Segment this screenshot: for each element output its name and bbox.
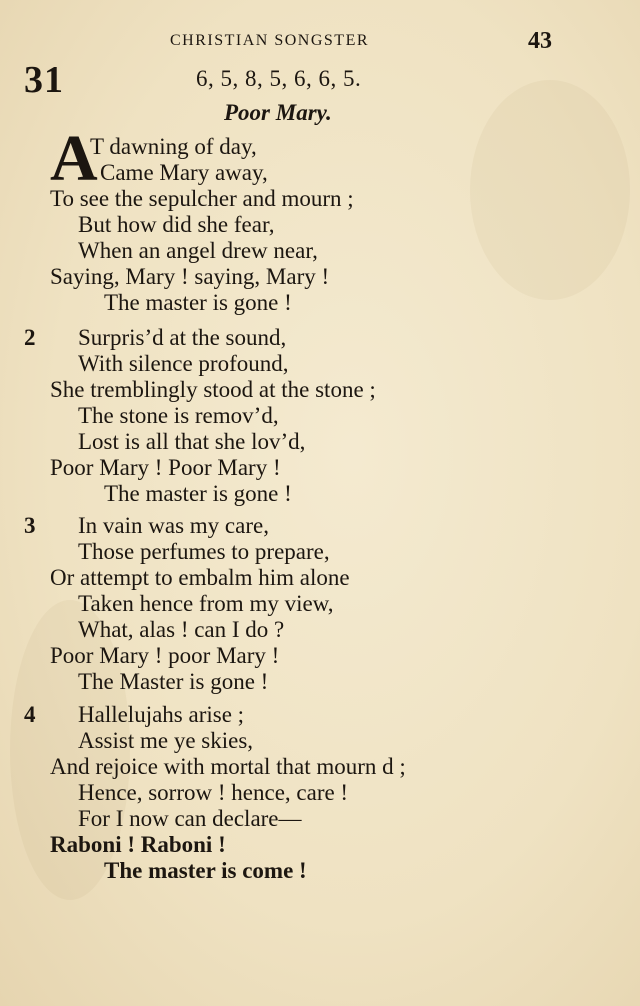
verse-line: The Master is gone ! (78, 669, 269, 694)
verse-line: The master is come ! (104, 858, 307, 883)
running-title: CHRISTIAN SONGSTER (170, 32, 370, 49)
verse-line: Came Mary away, (100, 160, 268, 185)
verse-line: Or attempt to embalm him alone (50, 565, 350, 590)
hymn-meter: 6, 5, 8, 5, 6, 6, 5. (196, 66, 362, 91)
verse-line: Poor Mary ! poor Mary ! (50, 643, 280, 668)
verse-line: Hence, sorrow ! hence, care ! (78, 780, 349, 805)
verse-line: To see the sepulcher and mourn ; (50, 186, 354, 211)
verse-line: The master is gone ! (104, 290, 292, 315)
tune-name: Poor Mary. (224, 100, 332, 125)
verse-line: Surpris’d at the sound, (78, 325, 287, 350)
hymn-number: 31 (24, 59, 64, 101)
verse-line: In vain was my care, (78, 513, 269, 538)
verse-line: Poor Mary ! Poor Mary ! (50, 455, 281, 480)
verse-line: Hallelujahs arise ; (78, 702, 245, 727)
stanza-number: 3 (24, 513, 36, 538)
verse-line: Taken hence from my view, (78, 591, 334, 616)
drop-cap: A (50, 122, 98, 195)
verse-line: Raboni ! Raboni ! (50, 832, 226, 857)
verse-line: But how did she fear, (78, 212, 275, 237)
verse-line: Saying, Mary ! saying, Mary ! (50, 264, 330, 289)
verse-line: Assist me ye skies, (78, 728, 254, 753)
page-stain (470, 80, 630, 300)
verse-line: The master is gone ! (104, 481, 292, 506)
verse-line: And rejoice with mortal that mourn d ; (50, 754, 406, 779)
verse-line: The stone is remov’d, (78, 403, 279, 428)
stanza-number: 4 (24, 702, 36, 727)
verse-line: Those perfumes to prepare, (78, 539, 330, 564)
verse-line: Lost is all that she lov’d, (78, 429, 306, 454)
verse-line: When an angel drew near, (78, 238, 318, 263)
verse-line: With silence profound, (78, 351, 289, 376)
verse-line: T dawning of day, (90, 134, 257, 159)
running-header (0, 28, 640, 56)
verse-line: For I now can declare— (78, 806, 302, 831)
page-number: 43 (528, 28, 552, 54)
stanza-number: 2 (24, 325, 36, 350)
verse-line: What, alas ! can I do ? (78, 617, 285, 642)
verse-line: She tremblingly stood at the stone ; (50, 377, 376, 402)
